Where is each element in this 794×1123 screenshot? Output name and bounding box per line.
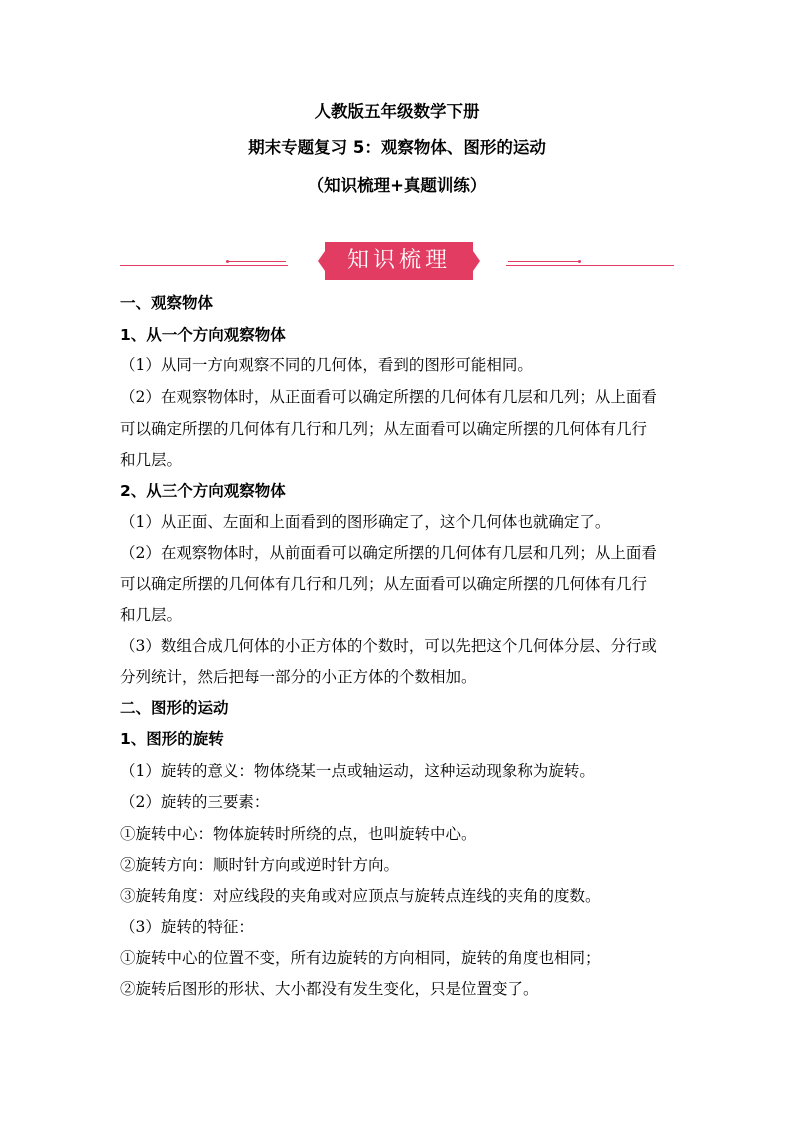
section-banner	[120, 242, 674, 282]
paragraph-line: ①旋转中心的位置不变，所有边旋转的方向相同，旋转的角度也相同；	[120, 949, 601, 967]
subsection-heading: 1、图形的旋转	[120, 730, 224, 748]
paragraph-line: 和几层。	[120, 451, 183, 469]
document-subtitle-note: （知识梳理+真题训练）	[307, 176, 487, 195]
subsection-heading: 1、从一个方向观察物体	[120, 326, 286, 344]
banner-rule-right-accent	[508, 261, 580, 262]
banner-rule-right	[506, 265, 674, 266]
banner-dot-left	[226, 260, 229, 263]
paragraph-line: （1）旋转的意义：物体绕某一点或轴运动，这种运动现象称为旋转。	[120, 762, 595, 780]
paragraph-line: 分列统计，然后把每一部分的小正方体的个数相加。	[120, 668, 477, 686]
paragraph-line: 可以确定所摆的几何体有几行和几列；从左面看可以确定所摆的几何体有几行	[120, 575, 648, 593]
paragraph-line: 和几层。	[120, 606, 183, 624]
paragraph-line: ③旋转角度：对应线段的夹角或对应顶点与旋转点连线的夹角的度数。	[120, 887, 601, 905]
banner-dot-right	[578, 260, 581, 263]
paragraph-line: （2）在观察物体时，从前面看可以确定所摆的几何体有几层和几列；从上面看	[120, 544, 657, 562]
banner-rule-left	[120, 265, 288, 266]
paragraph-line: ②旋转后图形的形状、大小都没有发生变化，只是位置变了。	[120, 980, 539, 998]
paragraph-line: （3）数组合成几何体的小正方体的个数时，可以先把这个几何体分层、分行或	[120, 637, 657, 655]
paragraph-line: ②旋转方向：顺时针方向或逆时针方向。	[120, 856, 400, 874]
paragraph-line: ①旋转中心：物体旋转时所绕的点，也叫旋转中心。	[120, 825, 477, 843]
paragraph-line: （3）旋转的特征：	[120, 918, 254, 936]
paragraph-line: 可以确定所摆的几何体有几行和几列；从左面看可以确定所摆的几何体有几行	[120, 420, 648, 438]
paragraph-line: （1）从正面、左面和上面看到的图形确定了，这个几何体也就确定了。	[120, 513, 611, 531]
section-heading: 一、观察物体	[120, 294, 214, 312]
section-heading: 二、图形的运动	[120, 699, 229, 717]
paragraph-line: （1）从同一方向观察不同的几何体，看到的图形可能相同。	[120, 356, 533, 374]
paragraph-line: （2）旋转的三要素：	[120, 793, 270, 811]
section-banner-label: 知识梳理	[325, 242, 473, 280]
paragraph-line: （2）在观察物体时，从正面看可以确定所摆的几何体有几层和几列；从上面看	[120, 388, 657, 406]
subsection-heading: 2、从三个方向观察物体	[120, 482, 286, 500]
document-title: 人教版五年级数学下册	[314, 102, 480, 121]
document-subtitle: 期末专题复习 5：观察物体、图形的运动	[248, 138, 546, 157]
banner-rule-left-accent	[228, 261, 286, 262]
